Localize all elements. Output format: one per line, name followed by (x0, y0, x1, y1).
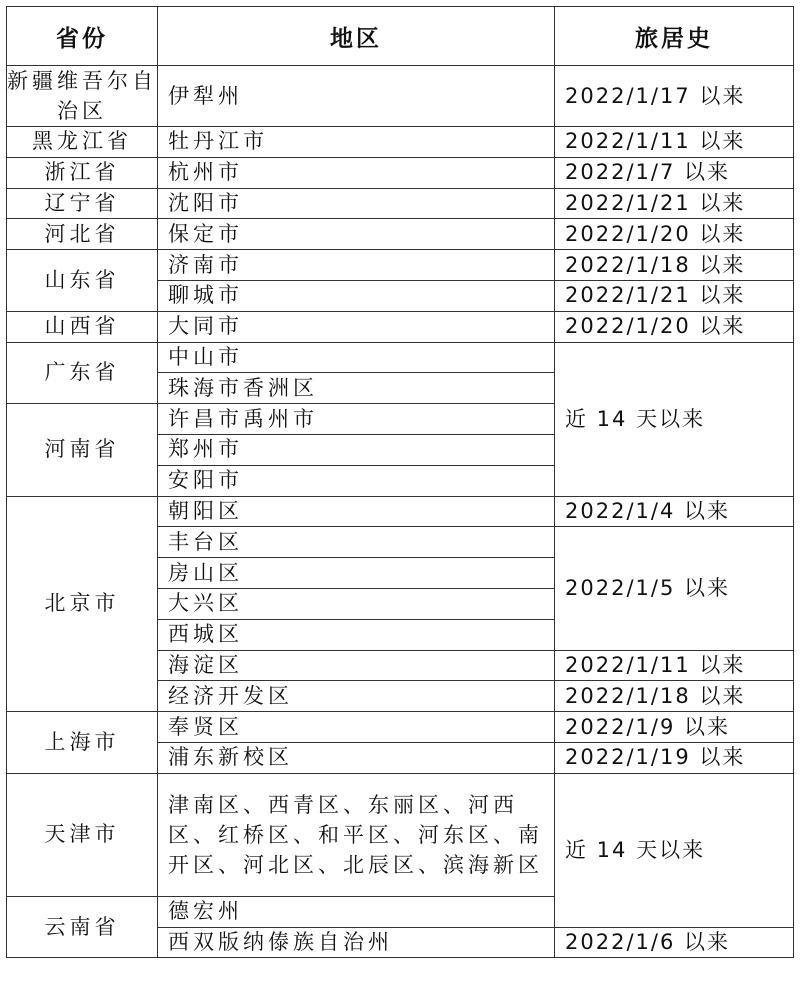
history-cell: 近 14 天以来 (555, 773, 794, 927)
province-cell: 黑龙江省 (7, 127, 158, 158)
region-cell: 津南区、西青区、东丽区、河西区、红桥区、和平区、河东区、南开区、河北区、北辰区、滨海新区 (158, 773, 555, 896)
province-cell: 上海市 (7, 712, 158, 774)
region-cell: 杭州市 (158, 157, 555, 188)
region-cell: 浦东新校区 (158, 742, 555, 773)
region-cell: 大同市 (158, 311, 555, 342)
history-cell: 2022/1/6 以来 (555, 927, 794, 958)
region-cell: 济南市 (158, 250, 555, 281)
region-cell: 聊城市 (158, 280, 555, 311)
travel-history-table (6, 6, 794, 958)
province-cell: 山西省 (7, 311, 158, 342)
region-cell: 沈阳市 (158, 188, 555, 219)
history-cell: 2022/1/5 以来 (555, 527, 794, 650)
province-cell: 辽宁省 (7, 188, 158, 219)
history-cell: 2022/1/11 以来 (555, 650, 794, 681)
header-travel-history: 旅居史 (555, 7, 794, 66)
province-cell: 天津市 (7, 773, 158, 896)
region-cell: 牡丹江市 (158, 127, 555, 158)
table-row (7, 127, 794, 158)
history-cell: 2022/1/20 以来 (555, 311, 794, 342)
history-cell: 2022/1/9 以来 (555, 712, 794, 743)
region-cell: 丰台区 (158, 527, 555, 558)
table-row (7, 496, 794, 527)
history-cell: 2022/1/11 以来 (555, 127, 794, 158)
region-cell: 珠海市香洲区 (158, 373, 555, 404)
history-cell: 近 14 天以来 (555, 342, 794, 496)
region-cell: 西城区 (158, 619, 555, 650)
history-cell: 2022/1/19 以来 (555, 742, 794, 773)
region-cell: 大兴区 (158, 588, 555, 619)
province-cell: 北京市 (7, 496, 158, 712)
history-cell: 2022/1/17 以来 (555, 66, 794, 127)
region-cell: 郑州市 (158, 434, 555, 465)
history-cell: 2022/1/21 以来 (555, 280, 794, 311)
province-cell: 云南省 (7, 896, 158, 958)
table-header-row (7, 7, 794, 66)
history-cell: 2022/1/21 以来 (555, 188, 794, 219)
region-cell: 经济开发区 (158, 681, 555, 712)
table-row (7, 188, 794, 219)
table-row (7, 773, 794, 896)
history-cell: 2022/1/18 以来 (555, 250, 794, 281)
region-cell: 伊犁州 (158, 66, 555, 127)
province-cell: 山东省 (7, 250, 158, 312)
region-cell: 中山市 (158, 342, 555, 373)
province-cell: 浙江省 (7, 157, 158, 188)
header-region: 地区 (158, 7, 555, 66)
history-cell: 2022/1/7 以来 (555, 157, 794, 188)
region-cell: 保定市 (158, 219, 555, 250)
table-row (7, 66, 794, 127)
region-cell: 安阳市 (158, 465, 555, 496)
region-cell: 房山区 (158, 558, 555, 589)
table-row (7, 311, 794, 342)
history-cell: 2022/1/20 以来 (555, 219, 794, 250)
table-row (7, 250, 794, 281)
province-cell: 新疆维吾尔自治区 (7, 66, 158, 127)
province-cell: 河北省 (7, 219, 158, 250)
header-province: 省份 (7, 7, 158, 66)
history-cell: 2022/1/4 以来 (555, 496, 794, 527)
table-row (7, 219, 794, 250)
province-cell: 广东省 (7, 342, 158, 404)
table-row (7, 712, 794, 743)
region-cell: 海淀区 (158, 650, 555, 681)
table-row (7, 342, 794, 373)
region-cell: 德宏州 (158, 896, 555, 927)
table-row (7, 157, 794, 188)
region-cell: 朝阳区 (158, 496, 555, 527)
history-cell: 2022/1/18 以来 (555, 681, 794, 712)
region-cell: 许昌市禹州市 (158, 404, 555, 435)
region-cell: 奉贤区 (158, 712, 555, 743)
region-cell: 西双版纳傣族自治州 (158, 927, 555, 958)
province-cell: 河南省 (7, 404, 158, 496)
